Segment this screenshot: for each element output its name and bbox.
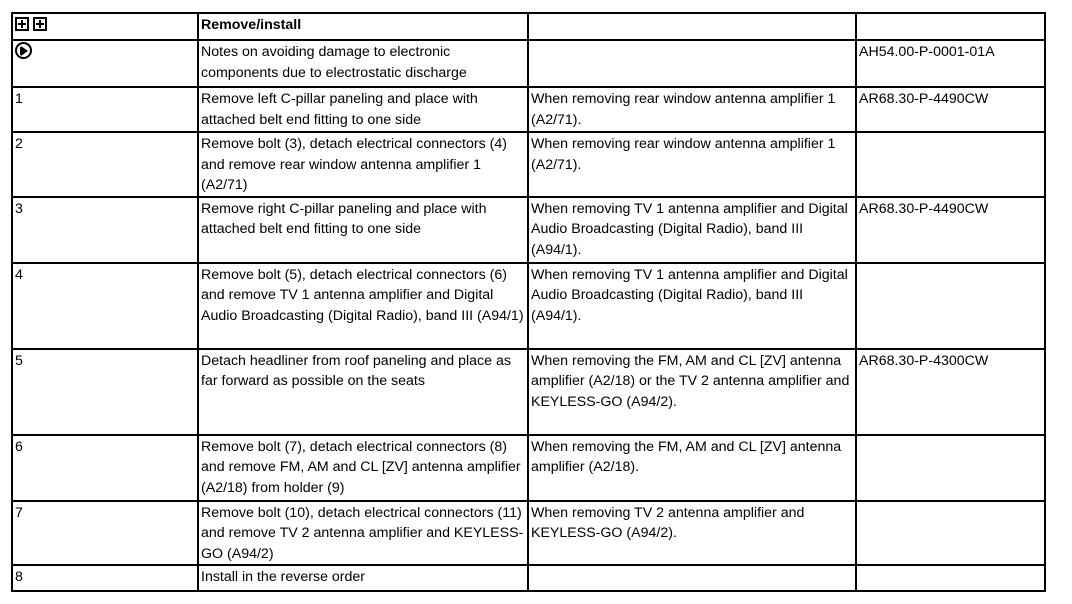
step-number: 7: [12, 501, 198, 566]
step-row: [12, 501, 1045, 566]
step-action: Remove left C-pillar paneling and place with attached belt end fitting to one side: [198, 87, 528, 132]
icon-cell: [12, 13, 198, 40]
step-row: [12, 435, 1045, 501]
step-reference-link[interactable]: [856, 435, 1045, 501]
step-reference-link[interactable]: [856, 132, 1045, 197]
step-row: [12, 565, 1045, 591]
step-number: 4: [12, 263, 198, 349]
step-action: Remove bolt (5), detach electrical connectors (6) and remove TV 1 antenna amplifier and Digital Audio Broadcasting (Digital Radio), band III (A94/1): [198, 263, 528, 349]
step-action: Install in the reverse order: [198, 565, 528, 591]
step-action: Remove bolt (7), detach electrical connectors (8) and remove FM, AM and CL [ZV] antenna amplifier (A2/18) from holder (9): [198, 435, 528, 501]
header-empty-cell: [528, 13, 856, 40]
table-title: Remove/install: [198, 13, 528, 40]
collapse-icon[interactable]: [33, 17, 47, 31]
step-condition: When removing the FM, AM and CL [ZV] antenna amplifier (A2/18) or the TV 2 antenna amplifier and KEYLESS-GO (A94/2).: [528, 349, 856, 435]
remove-install-table: [11, 12, 1046, 592]
step-reference-link[interactable]: [856, 263, 1045, 349]
header-empty-cell: [856, 13, 1045, 40]
step-action: Remove bolt (3), detach electrical connectors (4) and remove rear window antenna amplifier 1 (A2/71): [198, 132, 528, 197]
step-condition: When removing TV 1 antenna amplifier and Digital Audio Broadcasting (Digital Radio), band III (A94/1).: [528, 197, 856, 263]
step-reference-link[interactable]: AR68.30-P-4490CW: [856, 197, 1045, 263]
notes-row: [12, 40, 1045, 87]
step-number: 3: [12, 197, 198, 263]
step-number: 6: [12, 435, 198, 501]
step-condition: When removing TV 2 antenna amplifier and KEYLESS-GO (A94/2).: [528, 501, 856, 566]
notes-icon-cell: [12, 40, 198, 87]
step-condition: When removing TV 1 antenna amplifier and Digital Audio Broadcasting (Digital Radio), band III (A94/1).: [528, 263, 856, 349]
step-condition: When removing rear window antenna amplifier 1 (A2/71).: [528, 132, 856, 197]
esd-warning-icon: [15, 42, 32, 59]
step-action: Remove bolt (10), detach electrical connectors (11) and remove TV 2 antenna amplifier and KEYLESS-GO (A94/2): [198, 501, 528, 566]
step-row: [12, 132, 1045, 197]
notes-condition: [528, 40, 856, 87]
expand-icon[interactable]: [15, 17, 29, 31]
header-row: [12, 13, 1045, 40]
step-condition: [528, 565, 856, 591]
step-row: [12, 349, 1045, 435]
step-number: 8: [12, 565, 198, 591]
step-reference-link[interactable]: [856, 565, 1045, 591]
step-row: [12, 87, 1045, 132]
step-number: 5: [12, 349, 198, 435]
step-action: Remove right C-pillar paneling and place with attached belt end fitting to one side: [198, 197, 528, 263]
step-action: Detach headliner from roof paneling and place as far forward as possible on the seats: [198, 349, 528, 435]
step-number: 1: [12, 87, 198, 132]
step-reference-link[interactable]: [856, 501, 1045, 566]
step-row: [12, 197, 1045, 263]
step-number: 2: [12, 132, 198, 197]
step-condition: When removing the FM, AM and CL [ZV] antenna amplifier (A2/18).: [528, 435, 856, 501]
step-reference-link[interactable]: AR68.30-P-4490CW: [856, 87, 1045, 132]
notes-text: Notes on avoiding damage to electronic components due to electrostatic discharge: [198, 40, 528, 87]
step-reference-link[interactable]: AR68.30-P-4300CW: [856, 349, 1045, 435]
notes-reference-link[interactable]: AH54.00-P-0001-01A: [856, 40, 1045, 87]
step-row: [12, 263, 1045, 349]
step-condition: When removing rear window antenna amplifier 1 (A2/71).: [528, 87, 856, 132]
